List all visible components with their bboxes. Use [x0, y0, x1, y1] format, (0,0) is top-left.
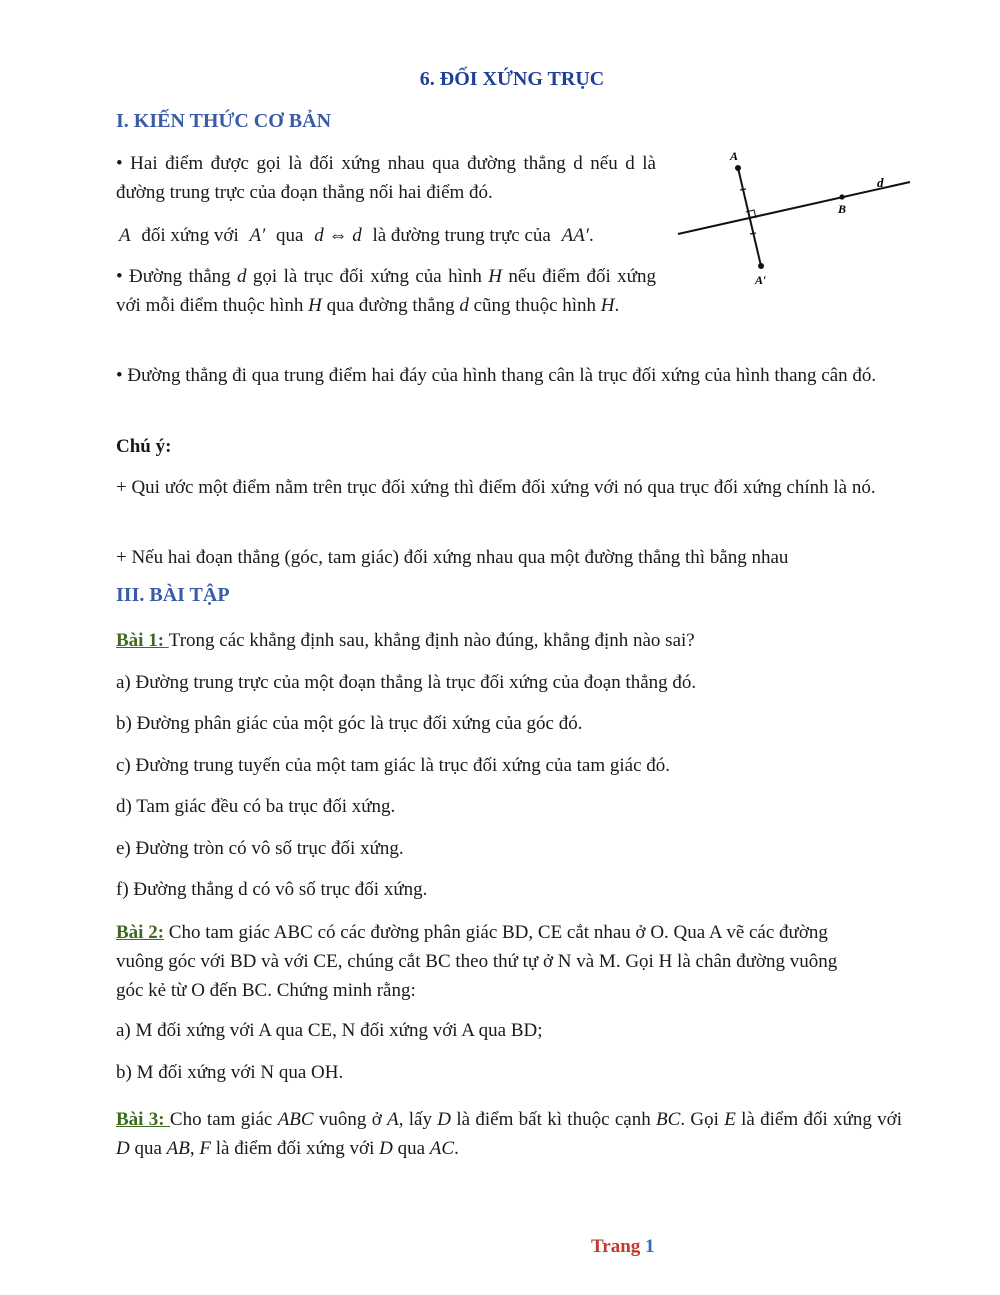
- exercise-1-item-c: c) Đường trung tuyến của một tam giác là trục đối xứng của tam giác đó.: [116, 755, 671, 776]
- axis-h1: H: [488, 266, 502, 287]
- axis-text-6: .: [614, 295, 620, 316]
- ex3-e: E: [724, 1109, 736, 1130]
- exercise-2-text: Cho tam giác ABC có các đường phân giác BD, CE cắt nhau ở O. Qua A vẽ các đường vuông góc với BD và với CE, chúng cắt BC theo thứ tự ở N và M. Gọi H là chân đường vuông góc kẻ từ O đến BC. Chứng minh rằng:: [116, 922, 838, 1001]
- label-b: B: [838, 202, 847, 216]
- ex3-d: D: [437, 1109, 452, 1130]
- ex3-d2: D: [116, 1138, 130, 1159]
- segment-aa-prime: AA′: [561, 225, 589, 246]
- note-label: Chú ý:: [116, 436, 172, 457]
- exercise-1-item-f: f) Đường thẳng d có vô số trục đối xứng.: [116, 879, 428, 900]
- exercise-3-label: Bài 3:: [116, 1109, 170, 1130]
- label-a: A: [730, 149, 739, 163]
- axis-text-3: nếu điểm đối xứng với mỗi điểm thuộc hình: [116, 266, 656, 316]
- note-item-1: + Qui ước một điểm nằm trên trục đối xứng thì điểm đối xứng với nó qua trục đối xứng chính là nó.: [116, 477, 876, 498]
- page-title: 6. ĐỐI XỨNG TRỤC: [419, 68, 605, 90]
- axis-line-d: [678, 182, 910, 234]
- axis-text-1: • Đường thẳng: [116, 266, 238, 287]
- label-d: d: [877, 175, 884, 190]
- line-d-1: d: [314, 225, 324, 246]
- axis-d2: d: [459, 295, 469, 316]
- section-heading-exercises: III. BÀI TẬP: [116, 584, 230, 606]
- ex3-text-10: qua: [392, 1138, 430, 1159]
- ex3-text-5: . Gọi: [680, 1109, 725, 1130]
- axis-h3: H: [600, 295, 615, 316]
- exercise-1-item-a: a) Đường trung trực của một đoạn thẳng là trục đối xứng của đoạn thẳng đó.: [116, 672, 697, 693]
- line-d-2: d: [352, 225, 362, 246]
- point-a: A: [119, 225, 131, 246]
- ex3-text-2: vuông ở: [313, 1109, 388, 1130]
- axis-h2: H: [308, 295, 322, 316]
- exercise-2-part-a: a) M đối xứng với A qua CE, N đối xứng với A qua BD;: [116, 1020, 543, 1041]
- ex3-d3: D: [379, 1138, 393, 1159]
- exercise-1-item-b: b) Đường phân giác của một góc là trục đối xứng của góc đó.: [116, 713, 583, 734]
- point-a-prime-dot: [758, 263, 764, 269]
- ex3-ac: AC: [429, 1138, 455, 1159]
- note-item-2: + Nếu hai đoạn thẳng (góc, tam giác) đối xứng nhau qua một đường thẳng thì bằng nhau: [116, 547, 789, 568]
- exercise-3-prompt: [116, 1105, 902, 1163]
- exercise-1-item-d: d) Tam giác đều có ba trục đối xứng.: [116, 796, 396, 817]
- ex3-text-9: là điểm đối xứng với: [211, 1138, 380, 1159]
- page-number: 1: [645, 1236, 655, 1257]
- page-label: Trang: [591, 1236, 641, 1257]
- ex3-a: A: [387, 1109, 399, 1130]
- axis-d: d: [237, 266, 247, 287]
- ex3-bc: BC: [656, 1109, 681, 1130]
- exercise-1-label: Bài 1:: [116, 630, 169, 651]
- point-a-prime: A′: [249, 225, 266, 246]
- paragraph-axis-definition: [116, 262, 656, 320]
- iff-symbol: ⇔: [328, 225, 348, 246]
- exercise-2-prompt: [116, 918, 868, 1005]
- symmetry-diagram: [672, 148, 916, 293]
- exercise-1-text: Trong các khẳng định sau, khẳng định nào đúng, khẳng định nào sai?: [168, 630, 695, 651]
- section-heading-basics: I. KIẾN THỨC CƠ BẢN: [116, 110, 332, 132]
- page-footer: [591, 1236, 655, 1258]
- ex3-f: F: [199, 1138, 211, 1159]
- ex3-text-3: , lấy: [398, 1109, 438, 1130]
- ex3-abc: ABC: [277, 1109, 314, 1130]
- ex3-text-4: là điểm bất kì thuộc cạnh: [451, 1109, 657, 1130]
- ex3-text-8: ,: [189, 1138, 200, 1159]
- ex3-ab: AB: [166, 1138, 190, 1159]
- equiv-text-1: đối xứng với: [141, 225, 239, 246]
- exercise-1-item-e: e) Đường tròn có vô số trục đối xứng.: [116, 838, 404, 859]
- paragraph-equivalence: [119, 221, 594, 250]
- equiv-text-2: qua: [276, 225, 304, 246]
- axis-text-5: cũng thuộc hình: [468, 295, 601, 316]
- ex3-text-6: là điểm đối xứng với: [735, 1109, 903, 1130]
- exercise-1-prompt: [116, 626, 901, 655]
- axis-text-2: gọi là trục đối xứng của hình: [246, 266, 489, 287]
- axis-text-4: qua đường thẳng: [321, 295, 460, 316]
- tick-mark-upper: [740, 189, 746, 190]
- paragraph-isosceles-trapezoid: • Đường thẳng đi qua trung điểm hai đáy của hình thang cân là trục đối xứng của hình thang cân đó.: [116, 365, 877, 386]
- ex3-text-7: qua: [129, 1138, 167, 1159]
- point-b-dot: [839, 194, 844, 199]
- ex3-text-1: Cho tam giác: [169, 1109, 278, 1130]
- ex3-text-11: .: [454, 1138, 459, 1159]
- equiv-text-3: là đường trung trực của: [372, 225, 551, 246]
- exercise-2-part-b: b) M đối xứng với N qua OH.: [116, 1062, 344, 1083]
- tick-mark-lower: [750, 233, 756, 234]
- exercise-2-label: Bài 2:: [116, 922, 165, 943]
- point-a-dot: [735, 165, 741, 171]
- paragraph-definition: • Hai điểm được gọi là đối xứng nhau qua đường thẳng d nếu d là đường trung trực của đoạn thẳng nối hai điểm đó.: [116, 153, 656, 203]
- label-a-prime: A′: [755, 273, 767, 287]
- equiv-end: .: [588, 225, 594, 246]
